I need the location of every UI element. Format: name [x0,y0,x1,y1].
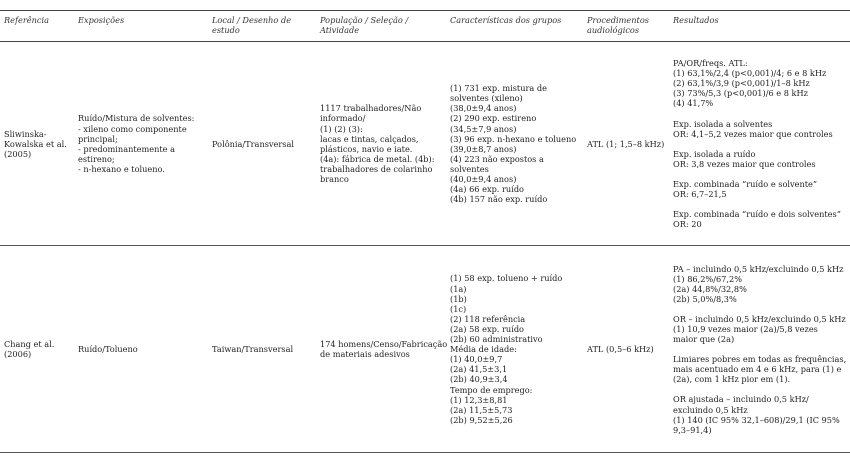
text-line: PA – incluindo 0,5 kHz/excluindo 0,5 kHz [673,263,844,274]
text-line [673,344,846,354]
cell-caracteristicas [446,246,583,453]
text-line: (2b) 5,0%/8,3% [673,293,737,304]
text-line: principal; [78,133,118,144]
text-line: OR: 4,1–5,2 vezes maior que controles [673,128,833,139]
text-line: estireno; [78,153,115,164]
text-line: mais acentuado em 4 e 6 kHz, para (1) e [673,364,842,375]
text-line: (2005) [4,148,32,159]
text-line [673,139,846,149]
text-line [673,304,846,314]
cell-populacao [316,42,446,246]
header-procedimentos-line1: Procedimentos [587,15,649,25]
text-line: (2a) 58 exp. ruído [450,323,524,334]
text-line: plásticos, navio e iate. [320,143,413,154]
text-line: (1) 86,2%/67,2% [673,273,742,284]
cell-local: Polônia/Transversal [208,42,316,246]
cell-procedimentos: ATL (0,5–6 kHz) [583,246,669,453]
text-line: (1c) [450,303,467,314]
header-exposicoes: Exposições [74,11,208,42]
text-line: (2) 290 exp. estireno [450,113,537,124]
text-line: informado/ [320,113,366,124]
cell-procedimentos: ATL (1; 1,5–8 kHz) [583,42,669,246]
char-lines [450,83,579,204]
pop-lines [320,103,442,184]
text-line: OR – incluindo 0,5 kHz/excluindo 0,5 kHz [673,313,846,324]
text-line: (2a) 44,8%/32,8% [673,283,747,294]
text-line: trabalhadores de colarinho [320,163,433,174]
text-line: Ruído/Tolueno [78,344,138,355]
text-line: (2a), com 1 kHz pior em (1). [673,374,791,385]
exp-lines [78,113,204,174]
text-line: OR: 20 [673,219,702,230]
exp-lines [78,344,204,354]
text-line: (2b) 9,52±5,26 [450,414,513,425]
cell-referencia [0,42,74,246]
text-line: Tempo de emprego: [450,384,533,395]
text-line: - predominantemente a [78,143,175,154]
text-line: (2a) 11,5±5,73 [450,404,513,415]
studies-table [0,10,850,453]
text-line: Chang et al. [4,339,55,350]
text-line: (4) 223 não expostos a [450,153,544,164]
text-line: (2006) [4,349,32,360]
text-line: (1) 731 exp. mistura de [450,83,547,94]
cell-exposicoes [74,246,208,453]
text-line: (34,5±7,9 anos) [450,123,517,134]
text-line: - xileno como componente [78,123,187,134]
ref-lines [4,339,70,359]
text-line: (1) (2) (3): [320,123,363,134]
text-line: OR ajustada – incluindo 0,5 kHz/ [673,394,809,405]
text-line: branco [320,173,349,184]
text-line: (2) 118 referência [450,313,526,324]
text-line: solventes [450,163,489,174]
text-line: Kowalska et al. [4,138,67,149]
header-referencia: Referência [0,11,74,42]
table-row [0,42,850,246]
text-line: solventes (xileno) [450,93,523,104]
text-line: Ruído/Mistura de solventes: [78,113,195,124]
text-line: (1b) [450,293,467,304]
ref-lines [4,129,70,159]
header-procedimentos-line2: audiológicos [587,25,640,36]
text-line: (4a): fábrica de metal. (4b): [320,153,435,164]
text-line: Exp. combinada “ruído e solvente” [673,178,818,189]
text-line: (1) 140 (IC 95% 32,1–608)/29,1 (IC 95% [673,414,840,425]
text-line: Média de idade: [450,344,517,355]
text-line: (4) 41,7% [673,98,714,109]
text-line: (1) 10,9 vezes maior (2a)/5,8 vezes [673,324,818,334]
text-line: (4b) 157 não exp. ruído [450,194,548,205]
text-line: 1117 trabalhadores/Não [320,103,422,114]
pop-lines [320,339,448,360]
text-line: OR: 6,7–21,5 [673,189,727,200]
cell-referencia [0,246,74,453]
header-populacao: População / Seleção / Atividade [316,11,446,42]
text-line: OR: 3,8 vezes maior que controles [673,158,816,169]
text-line: (2b) 40,9±3,4 [450,374,508,385]
res-lines [673,264,846,435]
header-row [0,11,850,42]
text-line: Sliwinska- [4,128,47,139]
cell-caracteristicas [446,42,583,246]
text-line: Exp. isolada a solventes [673,118,773,129]
cell-populacao [316,246,446,453]
text-line: (40,0±9,4 anos) [450,173,517,184]
text-line: (39,0±8,7 anos) [450,143,517,154]
text-line: (1) 40,0±9,7 [450,354,503,365]
text-line: Exp. isolada a ruído [673,148,756,159]
text-line [673,199,846,209]
cell-resultados [669,246,850,453]
cell-local: Taiwan/Transversal [208,246,316,453]
text-line: (2b) 60 administrativo [450,334,543,345]
text-line: (3) 73%/5,3 (p<0,001)/6 e 8 kHz [673,88,808,99]
text-line: (1) 63,1%/2,4 (p<0,001)/4; 6 e 8 kHz [673,68,827,79]
text-line: 174 homens/Censo/Fabricação [320,339,448,350]
text-line: PA/OR/freqs. ATL: [673,58,748,69]
text-line: (1) 12,3±8,81 [450,394,508,405]
res-lines [673,58,846,229]
text-line: (3) 96 exp. n-hexano e tolueno [450,133,577,144]
header-caracteristicas: Características dos grupos [446,11,583,42]
header-procedimentos [583,11,669,42]
header-resultados: Resultados [669,11,850,42]
table-row [0,246,850,453]
cell-exposicoes [74,42,208,246]
text-line: 9,3–91,4) [673,424,712,435]
text-line: Limiares pobres em todas as frequências, [673,354,847,365]
text-line: excluindo 0,5 kHz [673,404,748,415]
text-line [673,169,846,179]
text-line: (38,0±9,4 anos) [450,103,517,114]
text-line: de materiais adesivos [320,349,410,360]
cell-resultados [669,42,850,246]
header-local: Local / Desenho de estudo [208,11,316,42]
text-line: (4a) 66 exp. ruído [450,184,524,195]
text-line [673,109,846,119]
text-line: (2a) 41,5±3,1 [450,364,508,375]
text-line: Exp. combinada “ruído e dois solventes” [673,209,841,220]
text-line [673,384,846,394]
text-line: lacas e tintas, calçados, [320,133,419,144]
text-line: (1a) [450,283,467,294]
text-line: (1) 58 exp. tolueno + ruído [450,273,563,284]
text-line: - n-hexano e tolueno. [78,163,165,174]
char-lines [450,273,579,424]
text-line: (2) 63,1%/3,9 (p<0,001)/1–8 kHz [673,78,810,89]
text-line: maior que (2a) [673,334,735,345]
